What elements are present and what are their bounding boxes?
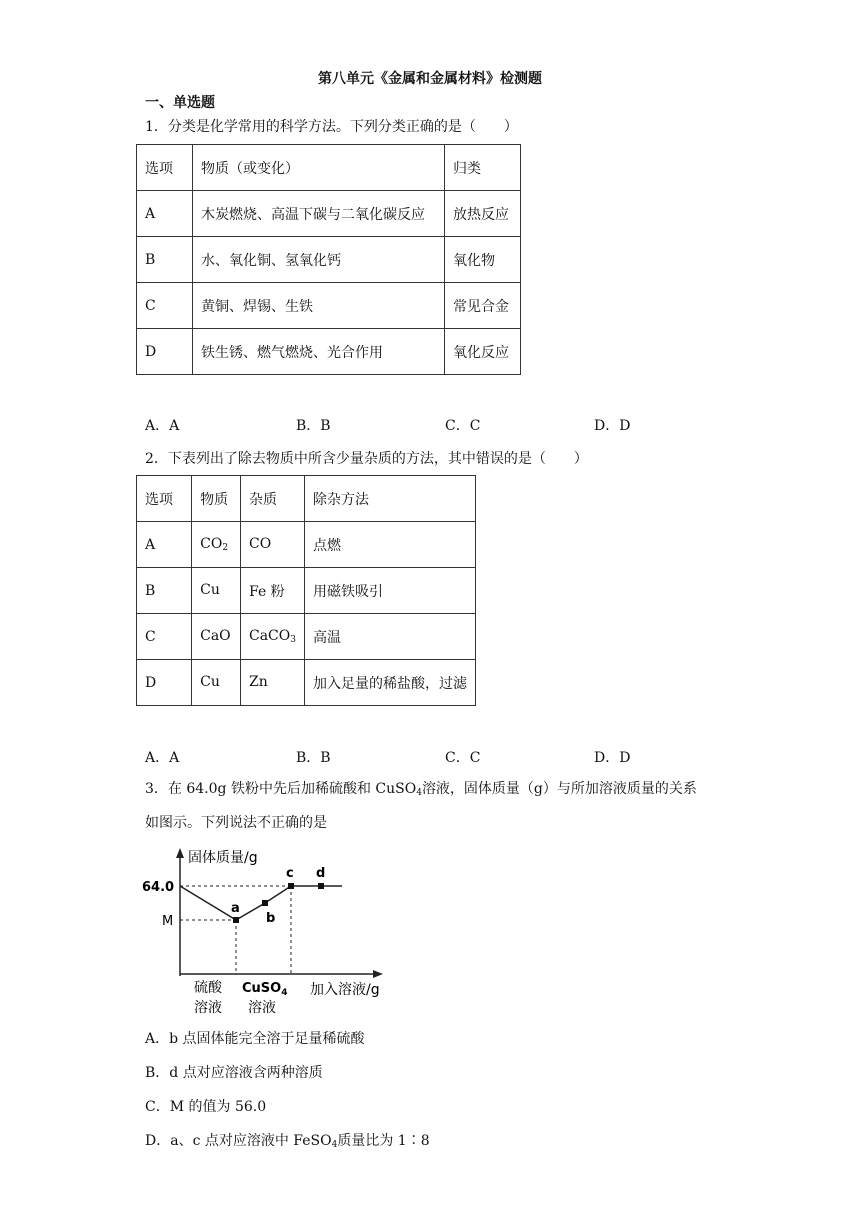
option-d[interactable]: D．D <box>594 750 631 766</box>
table-cell: 氧化反应 <box>445 329 521 375</box>
table-cell: 木炭燃烧、高温下碳与二氧化碳反应 <box>193 191 445 237</box>
segment-1-label-line-1: 硫酸 <box>194 980 222 996</box>
table-cell: 用磁铁吸引 <box>305 568 476 614</box>
option-a[interactable]: A．A <box>145 418 180 434</box>
table-cell: 黄铜、焊锡、生铁 <box>193 283 445 329</box>
question-2-options <box>145 747 745 767</box>
table-row <box>137 660 476 706</box>
table-cell <box>192 522 241 568</box>
table-header-cell: 选项 <box>137 476 192 522</box>
table-cell <box>192 614 241 660</box>
x-axis-arrow <box>373 970 383 978</box>
formula-text: CaCO <box>249 628 291 644</box>
segment-1-label-line-2: 溶液 <box>194 1000 222 1016</box>
table-row <box>137 568 476 614</box>
table-cell: A <box>137 191 193 237</box>
point-b-label: b <box>266 911 276 926</box>
formula-text: Fe 粉 <box>249 583 285 600</box>
y-tick-64: 64.0 <box>142 880 175 895</box>
formula-subscript: 3 <box>290 635 296 645</box>
table-cell: 放热反应 <box>445 191 521 237</box>
answer-c[interactable]: C．M 的值为 56.0 <box>145 1099 267 1115</box>
table-header-cell: 物质 <box>192 476 241 522</box>
table-cell: 加入足量的稀盐酸，过滤 <box>305 660 476 706</box>
point-b <box>262 900 268 906</box>
answer-b[interactable]: B．d 点对应溶液含两种溶质 <box>145 1065 323 1081</box>
option-a[interactable]: A．A <box>145 750 180 766</box>
answer-text: 质量比为 1∶8 <box>337 1133 430 1149</box>
table-cell: D <box>137 329 193 375</box>
formula-subscript: 2 <box>222 543 229 553</box>
stem-text: 3．在 64.0g 铁粉中先后加稀硫酸和 CuSO <box>145 781 417 797</box>
point-d <box>318 883 324 889</box>
table-cell <box>241 614 305 660</box>
point-d-label: d <box>316 866 326 881</box>
table-cell <box>241 522 305 568</box>
question-3-stem-line-2: 如图示。下列说法不正确的是 <box>145 815 327 831</box>
x-axis-label: 加入溶液/g <box>310 982 380 998</box>
mass-curve <box>180 886 342 920</box>
question-3-stem-line-1 <box>145 779 697 803</box>
table-row <box>137 191 521 237</box>
y-axis-arrow <box>176 848 184 858</box>
answer-text: D．a、c 点对应溶液中 FeSO <box>145 1133 332 1149</box>
question-2-stem: 2．下表列出了除去物质中所含少量杂质的方法，其中错误的是（ ） <box>145 451 588 467</box>
answer-a[interactable]: A．b 点固体能完全溶于足量稀硫酸 <box>145 1031 365 1047</box>
table-cell: 水、氧化铜、氢氧化钙 <box>193 237 445 283</box>
question-1-options <box>145 415 745 435</box>
point-c-label: c <box>286 866 294 881</box>
table-row <box>137 283 521 329</box>
formula-subscript: 4 <box>331 1140 338 1150</box>
option-c[interactable]: C．C <box>445 750 481 766</box>
y-tick-m: M <box>162 914 174 929</box>
y-axis-label: 固体质量/g <box>188 850 258 866</box>
table-cell: 铁生锈、燃气燃烧、光合作用 <box>193 329 445 375</box>
table-cell <box>241 568 305 614</box>
table-header-cell: 物质（或变化） <box>193 145 445 191</box>
mass-graph <box>140 840 400 1020</box>
table-cell: D <box>137 660 192 706</box>
option-d[interactable]: D．D <box>594 418 631 434</box>
question-2-table <box>136 475 476 706</box>
formula-text: Cu <box>200 674 220 690</box>
table-cell: B <box>137 237 193 283</box>
option-b[interactable]: B．B <box>296 750 331 766</box>
option-c[interactable]: C．C <box>445 418 481 434</box>
segment-2-label-line-1 <box>242 981 287 998</box>
point-a-label: a <box>231 901 240 916</box>
table-cell <box>192 660 241 706</box>
table-row <box>137 614 476 660</box>
formula-text: CaO <box>200 628 231 644</box>
table-header-cell: 选项 <box>137 145 193 191</box>
formula-text: Cu <box>200 582 220 598</box>
table-cell: B <box>137 568 192 614</box>
table-cell: A <box>137 522 192 568</box>
table-row <box>137 522 476 568</box>
option-b[interactable]: B．B <box>296 418 331 434</box>
question-1-stem: 1．分类是化学常用的科学方法。下列分类正确的是（ ） <box>145 119 518 135</box>
answer-d[interactable] <box>145 1130 430 1150</box>
table-row <box>137 329 521 375</box>
table-cell: 高温 <box>305 614 476 660</box>
table-header-cell: 除杂方法 <box>305 476 476 522</box>
formula-text: Zn <box>249 674 268 690</box>
table-cell: C <box>137 283 193 329</box>
formula-text: CO <box>249 536 272 552</box>
section-heading: 一、单选题 <box>145 95 215 111</box>
table-cell: 常见合金 <box>445 283 521 329</box>
table-cell <box>192 568 241 614</box>
segment-2-formula: CuSO <box>242 981 282 996</box>
point-c <box>288 883 294 889</box>
table-cell: C <box>137 614 192 660</box>
segment-2-label-line-2: 溶液 <box>248 1000 276 1016</box>
table-header-cell: 归类 <box>445 145 521 191</box>
point-a <box>233 917 239 923</box>
page-title: 第八单元《金属和金属材料》检测题 <box>318 71 542 87</box>
formula-subscript: 4 <box>416 788 422 798</box>
table-cell: 氧化物 <box>445 237 521 283</box>
table-header-row <box>137 476 476 522</box>
table-header-cell: 杂质 <box>241 476 305 522</box>
table-row <box>137 237 521 283</box>
segment-2-subscript: 4 <box>281 988 288 998</box>
question-1-table <box>136 144 521 375</box>
table-cell: 点燃 <box>305 522 476 568</box>
formula-text: CO <box>200 536 223 552</box>
table-header-row <box>137 145 521 191</box>
stem-text: 溶液，固体质量（g）与所加溶液质量的关系 <box>421 781 697 797</box>
table-cell <box>241 660 305 706</box>
